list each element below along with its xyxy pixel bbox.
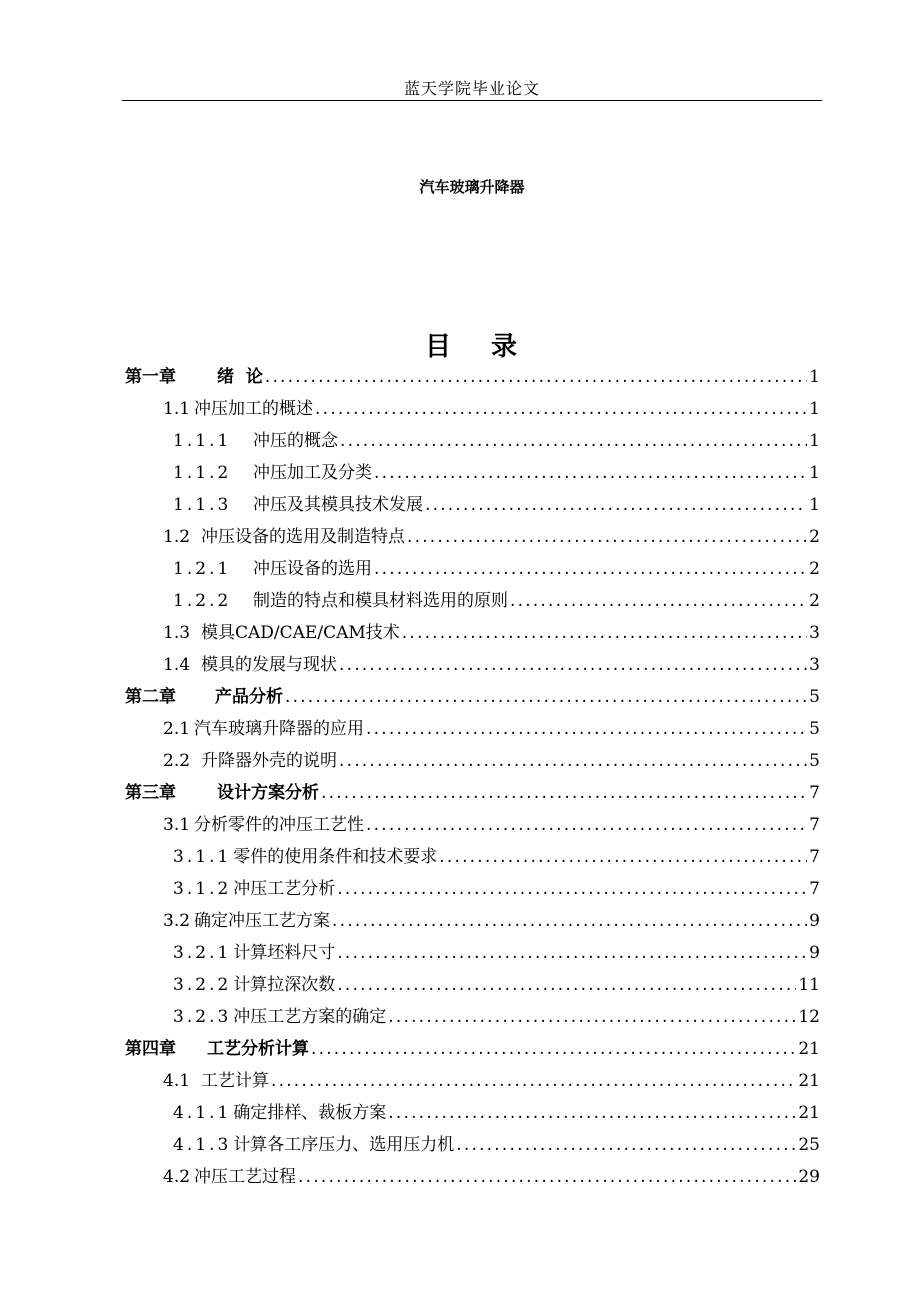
toc-entry-title: 分析零件的冲压工艺性 <box>194 815 365 835</box>
toc-entry-number: 4.1 <box>163 1071 191 1091</box>
toc-entry-title: 模具CAD/CAE/CAM技术 <box>201 623 400 643</box>
toc-heading-right: 录 <box>491 332 520 362</box>
toc-entry-page: 7 <box>809 847 820 867</box>
toc-entry-subsection[interactable] <box>173 937 820 969</box>
toc-entry-number: 4.2 <box>163 1167 191 1187</box>
toc-entry-page: 21 <box>798 1103 820 1123</box>
toc-entry-page: 11 <box>798 975 820 995</box>
toc-dot-leader <box>339 745 807 777</box>
toc-entry-title: 设计方案分析 <box>217 783 319 803</box>
toc-entry-page: 9 <box>809 911 820 931</box>
toc-entry-title: 计算拉深次数 <box>233 975 336 995</box>
toc-heading <box>122 326 822 363</box>
toc-dot-leader <box>456 1129 796 1161</box>
toc-entry-number: 第二章 <box>125 687 176 707</box>
toc-dot-leader <box>374 457 807 489</box>
toc-entry-number: 1.1.3 <box>173 495 232 515</box>
toc-entry-title: 冲压及其模具技术发展 <box>253 495 423 515</box>
toc-entry-number: 3.1 <box>163 815 191 835</box>
toc-entry-subsection[interactable] <box>173 1097 820 1129</box>
toc-entry-section[interactable] <box>163 1161 820 1193</box>
toc-dot-leader <box>407 521 807 553</box>
toc-entry-title: 产品分析 <box>215 687 283 707</box>
toc-entry-section[interactable] <box>163 649 820 681</box>
toc-entry-title: 制造的特点和模具材料选用的原则 <box>253 591 508 611</box>
toc-entry-chapter[interactable] <box>125 361 820 393</box>
toc-dot-leader <box>321 777 807 809</box>
toc-dot-leader <box>510 585 807 617</box>
toc-entry-subsection[interactable] <box>173 425 820 457</box>
toc-entry-page: 9 <box>809 943 820 963</box>
toc-entry-number: 4.1.3 <box>173 1135 232 1155</box>
toc-dot-leader <box>402 617 807 649</box>
toc-entry-number: 3.2.3 <box>173 1007 232 1027</box>
toc-entry-page: 3 <box>809 623 820 643</box>
toc-entry-number: 2.2 <box>163 751 191 771</box>
toc-entry-page: 21 <box>798 1039 820 1059</box>
toc-entry-title: 冲压加工的概述 <box>194 399 314 419</box>
toc-dot-leader <box>340 425 807 457</box>
toc-entry-page: 1 <box>809 399 820 419</box>
toc-entry-title: 升降器外壳的说明 <box>201 751 337 771</box>
toc-dot-leader <box>298 1161 796 1193</box>
toc-entry-section[interactable] <box>163 617 820 649</box>
toc-entry-subsection[interactable] <box>173 841 820 873</box>
toc-entry-page: 25 <box>798 1135 820 1155</box>
toc-entry-number: 第一章 <box>125 367 176 387</box>
toc-entry-page: 2 <box>809 527 820 547</box>
toc-dot-leader <box>315 393 807 425</box>
toc-entry-number: 第三章 <box>125 783 176 803</box>
toc-entry-number: 3.2 <box>163 911 191 931</box>
toc-entry-page: 1 <box>809 431 820 451</box>
toc-entry-title: 冲压工艺过程 <box>194 1167 297 1187</box>
toc-entry-page: 3 <box>809 655 820 675</box>
toc-entry-title: 工艺计算 <box>201 1071 269 1091</box>
toc-entry-title: 冲压设备的选用 <box>253 559 372 579</box>
toc-entry-number: 1.1.2 <box>173 463 232 483</box>
toc-entry-subsection[interactable] <box>173 489 820 521</box>
toc-entry-subsection[interactable] <box>173 1129 820 1161</box>
toc-entry-page: 1 <box>809 495 820 515</box>
toc-entry-number: 3.1.2 <box>173 879 232 899</box>
toc-entry-chapter[interactable] <box>125 681 820 713</box>
toc-entry-section[interactable] <box>163 713 820 745</box>
document-title: 汽车玻璃升降器 <box>419 178 525 196</box>
toc-entry-page: 29 <box>798 1167 820 1187</box>
toc-entry-number: 1.2 <box>163 527 191 547</box>
toc-entry-number: 第四章 <box>125 1039 176 1059</box>
toc-dot-leader <box>311 1033 796 1065</box>
toc-entry-number: 1.1.1 <box>173 431 232 451</box>
toc-entry-number: 3.2.2 <box>173 975 232 995</box>
toc-entry-number: 1.3 <box>163 623 191 643</box>
toc-entry-section[interactable] <box>163 809 820 841</box>
toc-entry-title: 计算各工序压力、选用压力机 <box>233 1135 455 1155</box>
toc-entry-number: 3.1.1 <box>173 847 232 867</box>
toc-entry-title: 冲压的概念 <box>253 431 338 451</box>
toc-dot-leader <box>388 1001 796 1033</box>
toc-dot-leader <box>425 489 807 521</box>
toc-entry-page: 5 <box>809 751 820 771</box>
toc-entry-number: 1.2.1 <box>173 559 232 579</box>
toc-dot-leader <box>388 1097 796 1129</box>
toc-entry-number: 1.1 <box>163 399 191 419</box>
toc-entry-number: 3.2.1 <box>173 943 232 963</box>
running-header: 蓝天学院毕业论文 <box>403 79 540 98</box>
toc-entry-title: 冲压工艺分析 <box>233 879 336 899</box>
toc-entry-section[interactable] <box>163 393 820 425</box>
toc-entry-page: 5 <box>809 719 820 739</box>
toc-entry-page: 2 <box>809 591 820 611</box>
toc-entry-title: 绪 论 <box>217 367 263 387</box>
toc-entry-number: 4.1.1 <box>173 1103 232 1123</box>
toc-entry-page: 7 <box>809 879 820 899</box>
toc-dot-leader <box>271 1065 796 1097</box>
toc-dot-leader <box>332 905 807 937</box>
toc-entry-subsection[interactable] <box>173 457 820 489</box>
toc-entry-title: 工艺分析计算 <box>207 1039 309 1059</box>
toc-entry-title: 零件的使用条件和技术要求 <box>233 847 438 867</box>
toc-entry-title: 确定排样、裁板方案 <box>233 1103 387 1123</box>
toc-entry-title: 冲压加工及分类 <box>253 463 372 483</box>
toc-entry-page: 21 <box>798 1071 820 1091</box>
toc-heading-left: 目 <box>424 332 453 362</box>
toc-entry-title: 确定冲压工艺方案 <box>194 911 331 931</box>
toc-entry-chapter[interactable] <box>125 777 820 809</box>
toc-dot-leader <box>265 361 807 393</box>
toc-dot-leader <box>285 681 807 713</box>
toc-entry-subsection[interactable] <box>173 553 820 585</box>
toc-entry-section[interactable] <box>163 745 820 777</box>
toc-entry-page: 1 <box>809 463 820 483</box>
toc-dot-leader <box>339 649 807 681</box>
toc-entry-page: 2 <box>809 559 820 579</box>
toc-entry-number: 2.1 <box>163 719 191 739</box>
toc-entry-title: 计算坯料尺寸 <box>233 943 336 963</box>
toc-entry-section[interactable] <box>163 905 820 937</box>
header-divider <box>122 100 822 101</box>
toc-dot-leader <box>374 553 807 585</box>
toc-entry-number: 1.2.2 <box>173 591 232 611</box>
toc-dot-leader <box>439 841 807 873</box>
toc-dot-leader <box>366 713 807 745</box>
toc-dot-leader <box>366 809 807 841</box>
toc-entry-page: 7 <box>809 783 820 803</box>
toc-entry-title: 模具的发展与现状 <box>201 655 337 675</box>
toc-entry-chapter[interactable] <box>125 1033 820 1065</box>
toc-entry-subsection[interactable] <box>173 1001 820 1033</box>
toc-dot-leader <box>337 873 807 905</box>
toc-entry-title: 冲压工艺方案的确定 <box>233 1007 387 1027</box>
toc-entry-subsection[interactable] <box>173 873 820 905</box>
toc-entry-number: 1.4 <box>163 655 191 675</box>
toc-entry-subsection[interactable] <box>173 969 820 1001</box>
toc-entry-title: 汽车玻璃升降器的应用 <box>194 719 365 739</box>
toc-entry-page: 7 <box>809 815 820 835</box>
toc-entry-subsection[interactable] <box>173 585 820 617</box>
toc-dot-leader <box>337 969 796 1001</box>
toc-entry-page: 1 <box>809 367 820 387</box>
toc-entry-page: 12 <box>798 1007 820 1027</box>
toc-entry-section[interactable] <box>163 1065 820 1097</box>
toc-dot-leader <box>337 937 807 969</box>
toc-entry-section[interactable] <box>163 521 820 553</box>
toc-entry-title: 冲压设备的选用及制造特点 <box>201 527 405 547</box>
toc-entry-page: 5 <box>809 687 820 707</box>
